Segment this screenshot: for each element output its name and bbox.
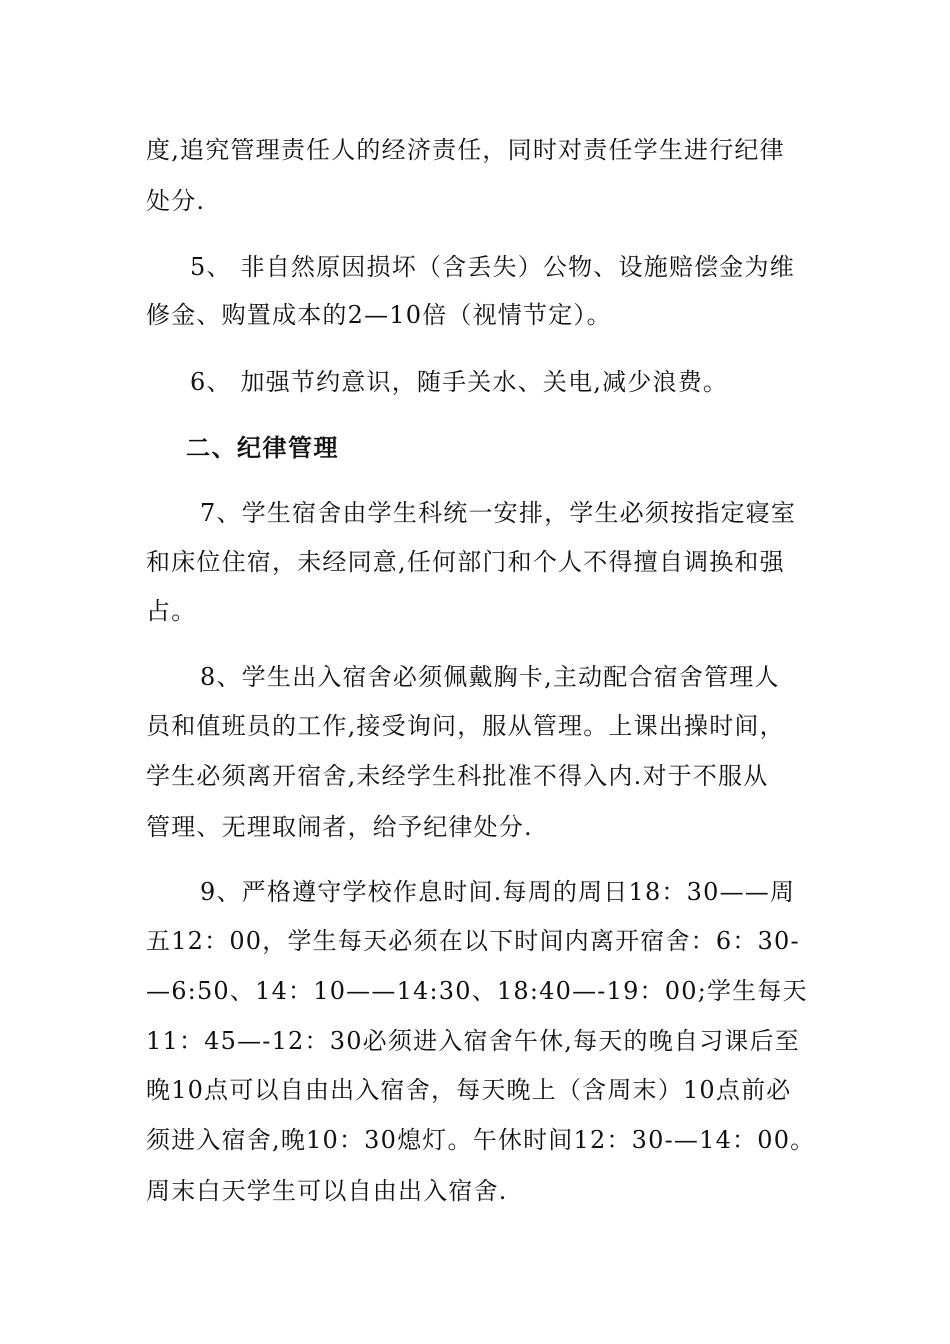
text-line: 晚10点可以自由出入宿舍，每天晚上（含周末）10点前必 bbox=[146, 1076, 792, 1104]
text-line: 修金、购置成本的2—10倍（视情节定）。 bbox=[146, 301, 612, 329]
text-line: 周末白天学生可以自由出入宿舍. bbox=[146, 1177, 508, 1205]
text-line: 占。 bbox=[146, 597, 197, 625]
list-item-7-line: 7、学生宿舍由学生科统一安排，学生必须按指定寝室 bbox=[200, 499, 797, 527]
text-line: 管理、无理取闹者，给予纪律处分. bbox=[146, 813, 533, 841]
text-line: 和床位住宿，未经同意,任何部门和个人不得擅自调换和强 bbox=[146, 548, 785, 576]
list-item-9-line: 9、严格遵守学校作息时间.每周的周日18：30——周 bbox=[200, 878, 796, 906]
text-line: 员和值班员的工作,接受询问，服从管理。上课出操时间， bbox=[146, 712, 785, 740]
text-line: 度,追究管理责任人的经济责任，同时对责任学生进行纪律 bbox=[146, 136, 785, 164]
text-line: 处分. bbox=[146, 187, 206, 215]
list-item-8-line: 8、学生出入宿舍必须佩戴胸卡,主动配合宿舍管理人 bbox=[200, 663, 780, 691]
list-item-5-line: 5、 非自然原因损坏（含丢失）公物、设施赔偿金为维 bbox=[190, 253, 795, 281]
text-line: 须进入宿舍,晚10：30熄灯。午休时间12：30-—14：00。 bbox=[146, 1126, 816, 1154]
text-line: 11：45—-12：30必须进入宿舍午休,每天的晚自习课后至 bbox=[146, 1027, 800, 1055]
list-item-6-line: 6、 加强节约意识，随手关水、关电,减少浪费。 bbox=[190, 368, 729, 396]
text-line: 五12：00，学生每天必须在以下时间内离开宿舍：6：30- bbox=[146, 927, 800, 955]
text-line: —6:50、14：10——14:30、18:40—-19：00;学生每天 bbox=[146, 977, 808, 1005]
section-heading: 二、纪律管理 bbox=[186, 434, 339, 462]
text-line: 学生必须离开宿舍,未经学生科批准不得入内.对于不服从 bbox=[146, 762, 769, 790]
